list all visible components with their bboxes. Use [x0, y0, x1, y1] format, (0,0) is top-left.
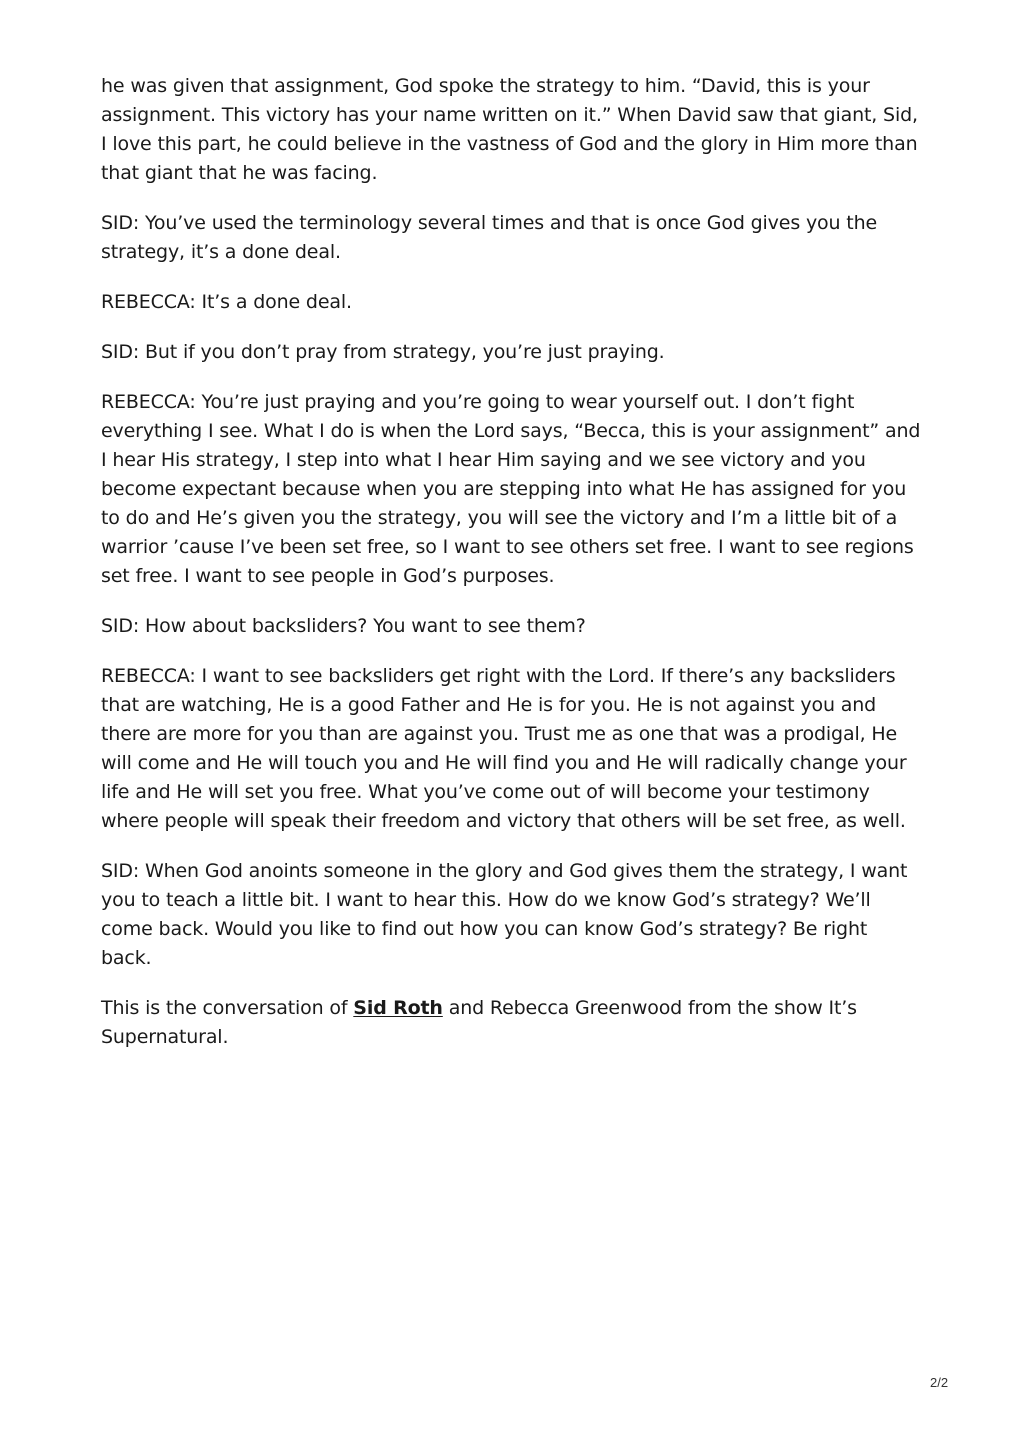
paragraph-closing — [101, 994, 923, 1052]
sid-roth-link[interactable]: Sid Roth — [353, 997, 443, 1019]
paragraph-rebecca-assignment: REBECCA: You’re just praying and you’re going to wear yourself out. I don’t fight everything I see. What I do is when the Lord says, “Becca, this is your assignment” and I hear His strategy, I step into what I hear Him saying and we see victory and you become expectant because when you are stepping into what He has assigned for you to do and He’s given you the strategy, you will see the victory and I’m a little bit of a warrior ’cause I’ve been set free, so I want to see others set free. I want to see regions set free. I want to see people in God’s purposes. — [101, 391, 921, 587]
closing-text-before-link: This is the conversation of — [101, 997, 354, 1019]
closing-text-after-link: and Rebecca Greenwood from the show It’s Supernatural. — [101, 997, 857, 1048]
paragraph-sid-just-praying: SID: But if you don’t pray from strategy, you’re just praying. — [101, 341, 665, 363]
paragraph-rebecca-done-deal: REBECCA: It’s a done deal. — [101, 291, 352, 313]
paragraph-sid-backsliders: SID: How about backsliders? You want to see them? — [101, 615, 586, 637]
page-number: 2/2 — [930, 1375, 949, 1390]
document-body — [101, 72, 923, 1073]
paragraph-rebecca-backsliders: REBECCA: I want to see backsliders get right with the Lord. If there’s any backsliders that are watching, He is a good Father and He is for you. He is not against you and there are more for you than are against you. Trust me as one that was a prodigal, He will come and He will touch you and He will find you and He will radically change your life and He will set you free. What you’ve come out of will become your testimony where people will speak their freedom and victory that others will be set free, as well. — [101, 665, 907, 832]
paragraph-sid-gods-strategy: SID: When God anoints someone in the glory and God gives them the strategy, I want you to teach a little bit. I want to hear this. How do we know God’s strategy? We’ll come back. Would you like to find out how you can know God’s strategy? Be right back. — [101, 860, 908, 969]
paragraph-david-strategy: he was given that assignment, God spoke the strategy to him. “David, this is your assignment. This victory has your name written on it.” When David saw that giant, Sid, I love this part, he could believe in the vastness of God and the glory in Him more than that giant that he was facing. — [101, 75, 918, 184]
paragraph-sid-done-deal: SID: You’ve used the terminology several times and that is once God gives you the strategy, it’s a done deal. — [101, 212, 878, 263]
